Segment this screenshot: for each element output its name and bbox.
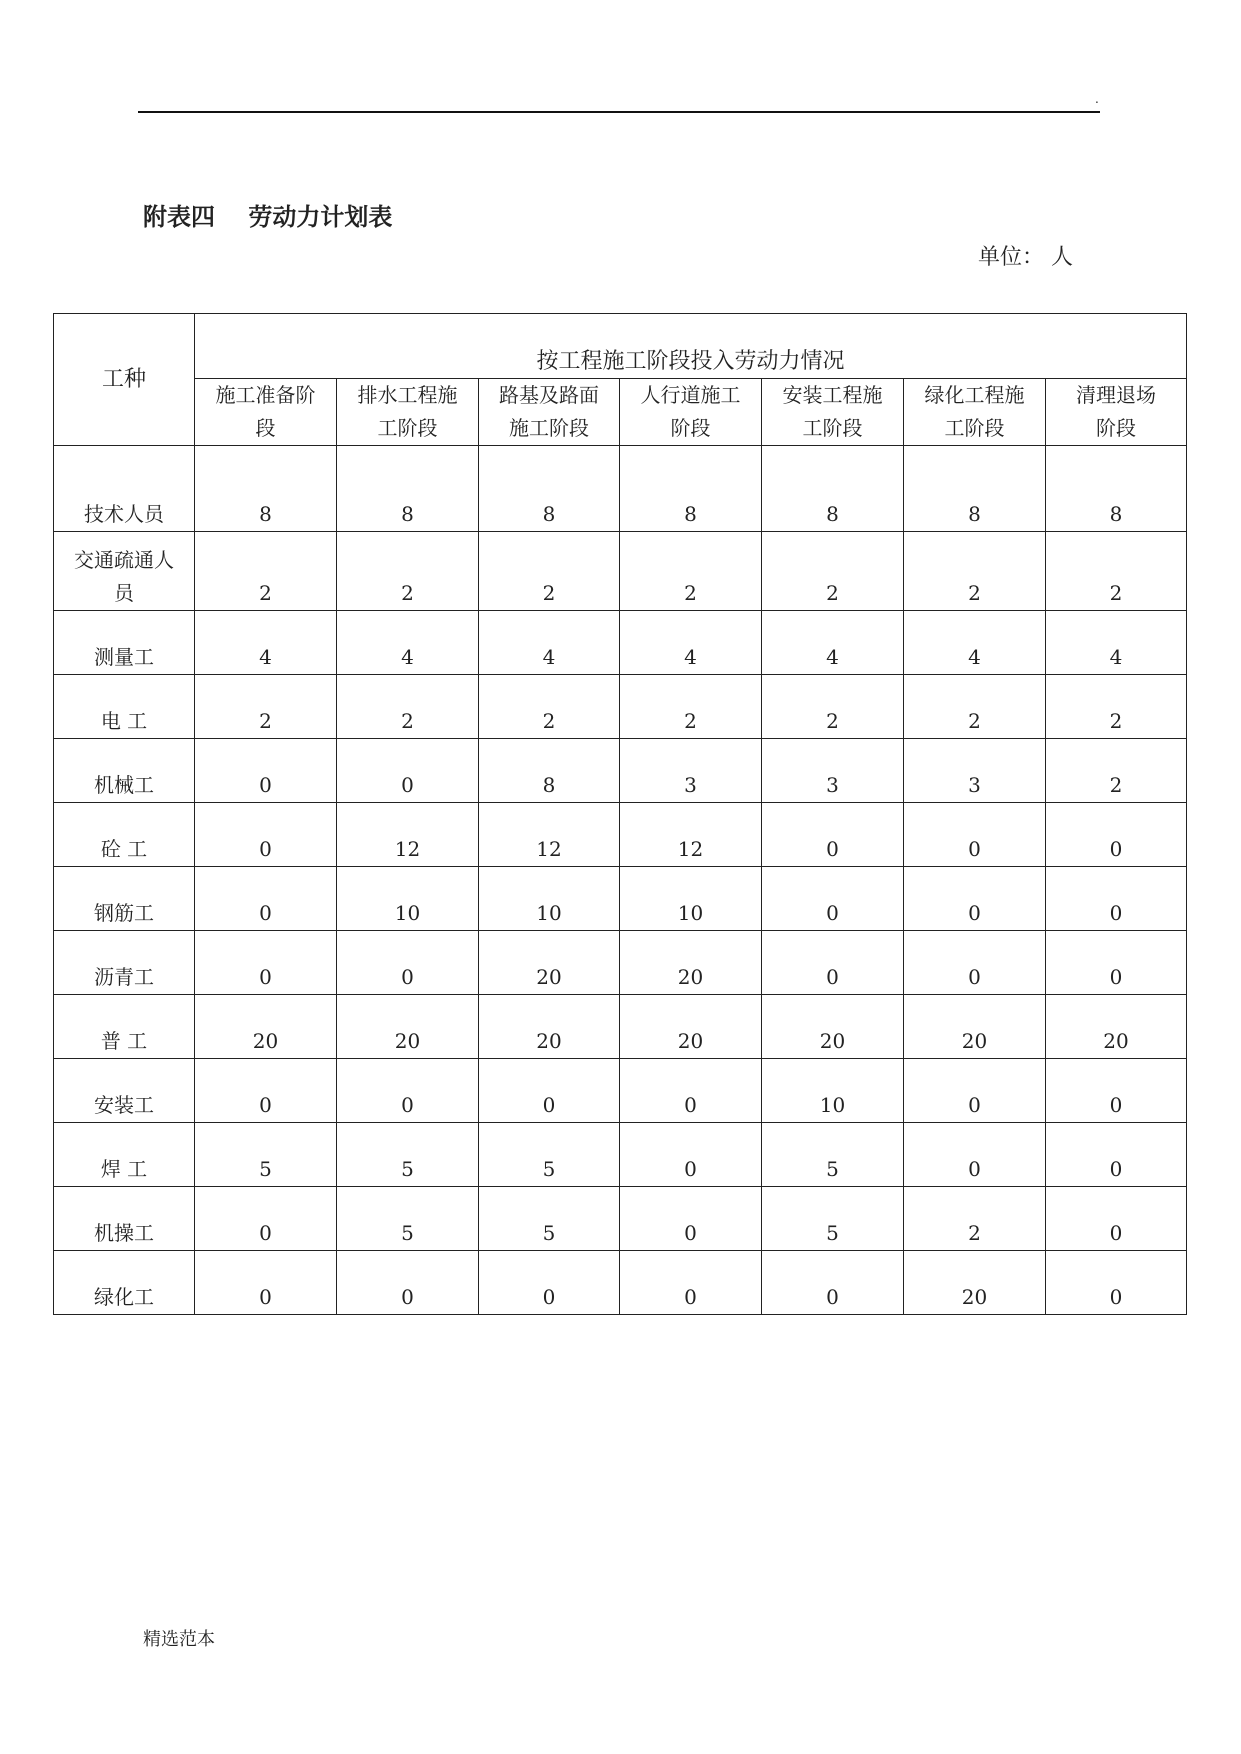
table-row xyxy=(54,675,1187,739)
table-row xyxy=(54,532,1187,611)
labor-count-cell: 5 xyxy=(762,1123,904,1187)
table-group-header-row xyxy=(54,314,1187,379)
stage-header-line: 排水工程施 xyxy=(357,383,458,407)
labor-count-cell: 20 xyxy=(195,995,337,1059)
labor-count-cell: 0 xyxy=(904,931,1046,995)
stage-header xyxy=(195,379,337,446)
labor-count-cell: 2 xyxy=(1046,739,1187,803)
labor-count-cell: 2 xyxy=(337,675,479,739)
labor-count-cell: 2 xyxy=(1046,532,1187,611)
labor-count-cell: 20 xyxy=(620,931,762,995)
labor-count-cell: 5 xyxy=(479,1187,620,1251)
labor-count-cell: 10 xyxy=(337,867,479,931)
labor-count-cell: 8 xyxy=(620,446,762,532)
labor-count-cell: 3 xyxy=(620,739,762,803)
labor-count-cell: 0 xyxy=(1046,931,1187,995)
labor-count-cell: 20 xyxy=(762,995,904,1059)
labor-count-cell: 5 xyxy=(762,1187,904,1251)
labor-count-cell: 20 xyxy=(904,995,1046,1059)
labor-count-cell: 5 xyxy=(337,1187,479,1251)
stage-header-line: 阶段 xyxy=(670,416,711,440)
labor-count-cell: 2 xyxy=(337,532,479,611)
labor-count-cell: 0 xyxy=(337,739,479,803)
labor-count-cell: 0 xyxy=(195,1059,337,1123)
stage-header-line: 安装工程施 xyxy=(782,383,883,407)
labor-count-cell: 2 xyxy=(762,532,904,611)
labor-count-cell: 10 xyxy=(479,867,620,931)
labor-count-cell: 0 xyxy=(1046,1123,1187,1187)
labor-count-cell: 20 xyxy=(904,1251,1046,1315)
work-type-cell: 电 工 xyxy=(54,675,195,739)
labor-count-cell: 0 xyxy=(620,1251,762,1315)
stage-group-header: 按工程施工阶段投入劳动力情况 xyxy=(195,314,1187,379)
labor-count-cell: 0 xyxy=(620,1059,762,1123)
work-type-header: 工种 xyxy=(54,314,195,446)
labor-count-cell: 5 xyxy=(195,1123,337,1187)
labor-count-cell: 0 xyxy=(620,1187,762,1251)
labor-count-cell: 2 xyxy=(904,1187,1046,1251)
header-dot: . xyxy=(1095,92,1099,106)
labor-count-cell: 4 xyxy=(479,611,620,675)
labor-count-cell: 2 xyxy=(479,532,620,611)
work-type-cell: 绿化工 xyxy=(54,1251,195,1315)
labor-count-cell: 0 xyxy=(337,1059,479,1123)
table-row xyxy=(54,931,1187,995)
labor-count-cell: 0 xyxy=(762,931,904,995)
labor-count-cell: 4 xyxy=(195,611,337,675)
labor-count-cell: 8 xyxy=(479,446,620,532)
labor-count-cell: 0 xyxy=(762,867,904,931)
work-type-cell: 普 工 xyxy=(54,995,195,1059)
labor-count-cell: 20 xyxy=(337,995,479,1059)
table-row xyxy=(54,1187,1187,1251)
stage-header-line: 施工阶段 xyxy=(509,416,589,440)
labor-count-cell: 0 xyxy=(195,803,337,867)
work-type-cell: 交通疏通人 员 xyxy=(54,532,195,611)
table-row xyxy=(54,803,1187,867)
labor-count-cell: 20 xyxy=(479,931,620,995)
labor-count-cell: 0 xyxy=(195,1187,337,1251)
labor-count-cell: 0 xyxy=(904,803,1046,867)
labor-count-cell: 12 xyxy=(620,803,762,867)
labor-count-cell: 3 xyxy=(904,739,1046,803)
labor-count-cell: 20 xyxy=(479,995,620,1059)
stage-header xyxy=(762,379,904,446)
stage-header-line: 施工准备阶 xyxy=(215,383,316,407)
work-type-cell: 安装工 xyxy=(54,1059,195,1123)
labor-count-cell: 8 xyxy=(195,446,337,532)
labor-count-cell: 2 xyxy=(904,532,1046,611)
stage-header xyxy=(479,379,620,446)
work-type-cell: 钢筋工 xyxy=(54,867,195,931)
labor-count-cell: 4 xyxy=(337,611,479,675)
labor-count-cell: 3 xyxy=(762,739,904,803)
stage-header xyxy=(1046,379,1187,446)
work-type-cell: 测量工 xyxy=(54,611,195,675)
labor-count-cell: 0 xyxy=(479,1059,620,1123)
labor-count-cell: 2 xyxy=(904,675,1046,739)
labor-count-cell: 4 xyxy=(1046,611,1187,675)
labor-count-cell: 0 xyxy=(904,1059,1046,1123)
labor-count-cell: 12 xyxy=(479,803,620,867)
stage-header-line: 工阶段 xyxy=(377,416,438,440)
labor-count-cell: 8 xyxy=(762,446,904,532)
labor-count-cell: 2 xyxy=(1046,675,1187,739)
labor-count-cell: 8 xyxy=(904,446,1046,532)
labor-count-cell: 0 xyxy=(762,803,904,867)
labor-count-cell: 20 xyxy=(1046,995,1187,1059)
stage-header xyxy=(337,379,479,446)
labor-count-cell: 0 xyxy=(1046,803,1187,867)
stage-header xyxy=(620,379,762,446)
work-type-cell: 沥青工 xyxy=(54,931,195,995)
stage-header-line: 绿化工程施 xyxy=(924,383,1025,407)
stage-header-line: 阶段 xyxy=(1096,416,1137,440)
stage-header-line: 工阶段 xyxy=(944,416,1005,440)
labor-count-cell: 10 xyxy=(620,867,762,931)
table-row xyxy=(54,995,1187,1059)
labor-count-cell: 8 xyxy=(1046,446,1187,532)
work-type-cell: 机械工 xyxy=(54,739,195,803)
labor-count-cell: 2 xyxy=(479,675,620,739)
labor-count-cell: 0 xyxy=(904,1123,1046,1187)
labor-count-cell: 2 xyxy=(762,675,904,739)
page-title: 附表四 劳动力计划表 xyxy=(143,203,393,231)
stage-header-line: 工阶段 xyxy=(802,416,863,440)
labor-count-cell: 8 xyxy=(479,739,620,803)
stage-header-row xyxy=(54,379,1187,446)
work-type-cell: 机操工 xyxy=(54,1187,195,1251)
work-type-cell: 技术人员 xyxy=(54,446,195,532)
stage-header xyxy=(904,379,1046,446)
table-row xyxy=(54,611,1187,675)
unit-label: 单位： 人 xyxy=(978,245,1073,270)
labor-count-cell: 0 xyxy=(1046,1059,1187,1123)
table-row xyxy=(54,1123,1187,1187)
header-rule xyxy=(138,111,1100,113)
labor-count-cell: 0 xyxy=(195,1251,337,1315)
labor-count-cell: 0 xyxy=(1046,1187,1187,1251)
stage-header-line: 清理退场 xyxy=(1076,383,1157,407)
stage-header-line: 路基及路面 xyxy=(499,383,599,407)
table-row xyxy=(54,867,1187,931)
labor-count-cell: 0 xyxy=(904,867,1046,931)
labor-count-cell: 5 xyxy=(337,1123,479,1187)
labor-count-cell: 0 xyxy=(762,1251,904,1315)
table-row xyxy=(54,739,1187,803)
labor-count-cell: 0 xyxy=(195,931,337,995)
footer-text: 精选范本 xyxy=(143,1629,215,1650)
stage-header-line: 段 xyxy=(255,416,276,440)
labor-count-cell: 0 xyxy=(337,931,479,995)
table-row xyxy=(54,446,1187,532)
labor-count-cell: 0 xyxy=(479,1251,620,1315)
labor-count-cell: 0 xyxy=(337,1251,479,1315)
labor-count-cell: 12 xyxy=(337,803,479,867)
labor-count-cell: 0 xyxy=(620,1123,762,1187)
table-row xyxy=(54,1059,1187,1123)
labor-count-cell: 20 xyxy=(620,995,762,1059)
labor-count-cell: 8 xyxy=(337,446,479,532)
labor-count-cell: 10 xyxy=(762,1059,904,1123)
labor-count-cell: 2 xyxy=(620,532,762,611)
labor-count-cell: 0 xyxy=(1046,867,1187,931)
labor-plan-table xyxy=(53,313,1187,1315)
labor-count-cell: 4 xyxy=(762,611,904,675)
labor-count-cell: 0 xyxy=(195,867,337,931)
labor-count-cell: 0 xyxy=(195,739,337,803)
work-type-cell: 砼 工 xyxy=(54,803,195,867)
labor-count-cell: 4 xyxy=(904,611,1046,675)
labor-count-cell: 2 xyxy=(195,532,337,611)
labor-count-cell: 2 xyxy=(195,675,337,739)
work-type-cell: 焊 工 xyxy=(54,1123,195,1187)
labor-count-cell: 0 xyxy=(1046,1251,1187,1315)
table-row xyxy=(54,1251,1187,1315)
labor-count-cell: 2 xyxy=(620,675,762,739)
labor-count-cell: 4 xyxy=(620,611,762,675)
labor-count-cell: 5 xyxy=(479,1123,620,1187)
stage-header-line: 人行道施工 xyxy=(640,383,741,407)
